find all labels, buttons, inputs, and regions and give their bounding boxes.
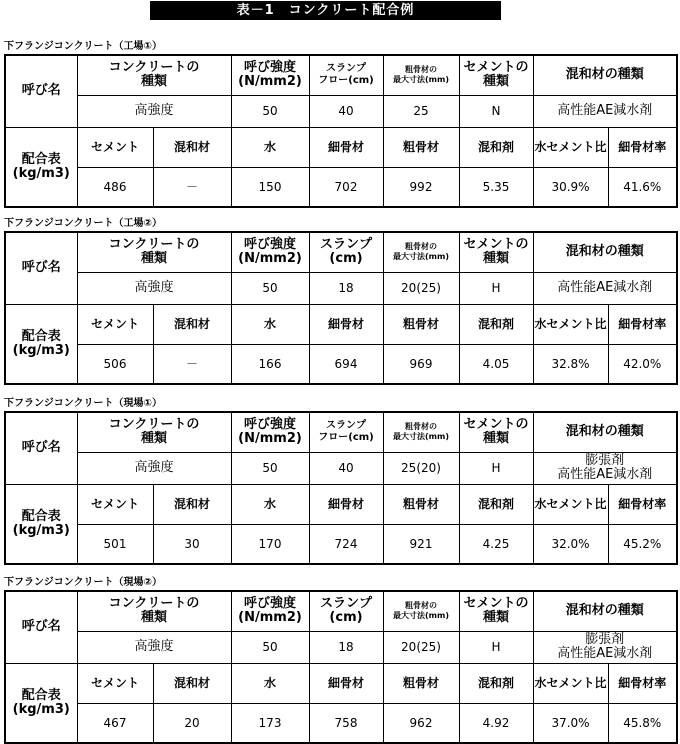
agg-max-value: 25(20) xyxy=(383,452,459,484)
slump-header: スランプ (cm) xyxy=(309,232,383,272)
mix-value-admix-material: － xyxy=(153,167,231,207)
name-label: 呼び名 xyxy=(5,591,77,663)
mix-header-wc-ratio: 水セメント比 xyxy=(533,304,608,344)
mix-header-admix-material: 混和材 xyxy=(153,484,231,524)
table-caption: 下フランジコンクリート（現場①） xyxy=(4,398,163,409)
document-title: 表－1 コンクリート配合例 xyxy=(150,1,501,20)
strength-value: 50 xyxy=(231,452,309,484)
admixture-type-header: 混和材の種類 xyxy=(533,55,677,95)
cement-type-header: セメントの 種類 xyxy=(459,55,533,95)
concrete-type-value: 高強度 xyxy=(77,95,231,127)
mix-value-admix-agent: 4.05 xyxy=(459,344,533,384)
mix-value-admix-agent: 4.25 xyxy=(459,524,533,564)
mix-header-water: 水 xyxy=(231,127,309,167)
agg-max-header: 粗骨材の 最大寸法(mm) xyxy=(383,55,459,95)
slump-value: 18 xyxy=(309,272,383,304)
mix-header-admix-agent: 混和剤 xyxy=(459,304,533,344)
mix-section-2 xyxy=(4,217,676,385)
mix-value-wc-ratio: 32.8% xyxy=(533,344,608,384)
agg-max-value: 20(25) xyxy=(383,272,459,304)
mix-header-sand-ratio: 細骨材率 xyxy=(608,127,677,167)
agg-max-value: 20(25) xyxy=(383,631,459,663)
mix-table-label: 配合表 (kg/m3) xyxy=(5,484,77,564)
name-label: 呼び名 xyxy=(5,232,77,304)
mix-value-cement: 506 xyxy=(77,344,153,384)
cement-type-header: セメントの 種類 xyxy=(459,591,533,631)
strength-header: 呼び強度 (N/mm2) xyxy=(231,591,309,631)
mix-header-coarse-agg: 粗骨材 xyxy=(383,304,459,344)
mix-header-cement: セメント xyxy=(77,663,153,703)
mix-table xyxy=(4,590,678,744)
agg-max-header: 粗骨材の 最大寸法(mm) xyxy=(383,412,459,452)
admixture-value: 高性能AE減水剤 xyxy=(533,272,677,304)
mix-value-water: 170 xyxy=(231,524,309,564)
mix-header-sand-ratio: 細骨材率 xyxy=(608,663,677,703)
agg-max-header: 粗骨材の 最大寸法(mm) xyxy=(383,232,459,272)
agg-max-value: 25 xyxy=(383,95,459,127)
mix-value-wc-ratio: 32.0% xyxy=(533,524,608,564)
mix-value-fine-agg: 702 xyxy=(309,167,383,207)
mix-value-admix-material: 30 xyxy=(153,524,231,564)
concrete-type-header: コンクリートの 種類 xyxy=(77,412,231,452)
slump-header: スランプ フロー(cm) xyxy=(309,55,383,95)
strength-value: 50 xyxy=(231,95,309,127)
slump-header: スランプ (cm) xyxy=(309,591,383,631)
mix-header-admix-material: 混和材 xyxy=(153,663,231,703)
mix-header-sand-ratio: 細骨材率 xyxy=(608,304,677,344)
strength-header: 呼び強度 (N/mm2) xyxy=(231,55,309,95)
concrete-type-header: コンクリートの 種類 xyxy=(77,591,231,631)
mix-value-cement: 486 xyxy=(77,167,153,207)
mix-table xyxy=(4,54,678,208)
mix-value-fine-agg: 758 xyxy=(309,703,383,743)
mix-header-cement: セメント xyxy=(77,484,153,524)
mix-header-sand-ratio: 細骨材率 xyxy=(608,484,677,524)
mix-header-wc-ratio: 水セメント比 xyxy=(533,663,608,703)
admixture-value: 膨張剤 高性能AE減水剤 xyxy=(533,452,677,484)
mix-header-admix-material: 混和材 xyxy=(153,127,231,167)
slump-value: 18 xyxy=(309,631,383,663)
mix-header-fine-agg: 細骨材 xyxy=(309,484,383,524)
mix-value-coarse-agg: 921 xyxy=(383,524,459,564)
mix-value-cement: 501 xyxy=(77,524,153,564)
admixture-type-header: 混和材の種類 xyxy=(533,232,677,272)
mix-value-sand-ratio: 41.6% xyxy=(608,167,677,207)
mix-value-fine-agg: 724 xyxy=(309,524,383,564)
mix-value-coarse-agg: 962 xyxy=(383,703,459,743)
mix-header-admix-agent: 混和剤 xyxy=(459,127,533,167)
concrete-type-header: コンクリートの 種類 xyxy=(77,232,231,272)
mix-section-3 xyxy=(4,397,676,565)
admixture-type-header: 混和材の種類 xyxy=(533,591,677,631)
name-label: 呼び名 xyxy=(5,55,77,127)
mix-value-fine-agg: 694 xyxy=(309,344,383,384)
mix-table xyxy=(4,411,678,565)
mix-value-admix-agent: 4.92 xyxy=(459,703,533,743)
table-caption: 下フランジコンクリート（工場②） xyxy=(4,218,163,229)
mix-header-coarse-agg: 粗骨材 xyxy=(383,484,459,524)
mix-header-admix-agent: 混和剤 xyxy=(459,484,533,524)
admixture-value: 高性能AE減水剤 xyxy=(533,95,677,127)
concrete-type-value: 高強度 xyxy=(77,272,231,304)
mix-value-wc-ratio: 37.0% xyxy=(533,703,608,743)
slump-value: 40 xyxy=(309,95,383,127)
table-caption: 下フランジコンクリート（工場①） xyxy=(4,41,163,52)
mix-section-1 xyxy=(4,40,676,208)
concrete-type-header: コンクリートの 種類 xyxy=(77,55,231,95)
strength-header: 呼び強度 (N/mm2) xyxy=(231,412,309,452)
table-caption: 下フランジコンクリート（現場②） xyxy=(4,577,163,588)
mix-value-cement: 467 xyxy=(77,703,153,743)
mix-value-water: 150 xyxy=(231,167,309,207)
mix-value-wc-ratio: 30.9% xyxy=(533,167,608,207)
mix-value-admix-material: － xyxy=(153,344,231,384)
mix-header-fine-agg: 細骨材 xyxy=(309,304,383,344)
mix-value-coarse-agg: 992 xyxy=(383,167,459,207)
mix-header-admix-material: 混和材 xyxy=(153,304,231,344)
mix-table-label: 配合表 (kg/m3) xyxy=(5,127,77,207)
mix-header-cement: セメント xyxy=(77,304,153,344)
admixture-value: 膨張剤 高性能AE減水剤 xyxy=(533,631,677,663)
admixture-type-header: 混和材の種類 xyxy=(533,412,677,452)
agg-max-header: 粗骨材の 最大寸法(mm) xyxy=(383,591,459,631)
mix-value-sand-ratio: 42.0% xyxy=(608,344,677,384)
mix-value-sand-ratio: 45.8% xyxy=(608,703,677,743)
mix-header-water: 水 xyxy=(231,484,309,524)
mix-value-sand-ratio: 45.2% xyxy=(608,524,677,564)
cement-type-header: セメントの 種類 xyxy=(459,232,533,272)
mix-header-fine-agg: 細骨材 xyxy=(309,127,383,167)
slump-value: 40 xyxy=(309,452,383,484)
strength-header: 呼び強度 (N/mm2) xyxy=(231,232,309,272)
slump-header: スランプ フロー(cm) xyxy=(309,412,383,452)
mix-header-coarse-agg: 粗骨材 xyxy=(383,127,459,167)
mix-value-water: 166 xyxy=(231,344,309,384)
name-label: 呼び名 xyxy=(5,412,77,484)
strength-value: 50 xyxy=(231,631,309,663)
mix-table-label: 配合表 (kg/m3) xyxy=(5,663,77,743)
concrete-type-value: 高強度 xyxy=(77,452,231,484)
concrete-type-value: 高強度 xyxy=(77,631,231,663)
cement-type-header: セメントの 種類 xyxy=(459,412,533,452)
mix-header-water: 水 xyxy=(231,304,309,344)
mix-value-admix-agent: 5.35 xyxy=(459,167,533,207)
mix-header-wc-ratio: 水セメント比 xyxy=(533,484,608,524)
cement-type-value: H xyxy=(459,452,533,484)
cement-type-value: N xyxy=(459,95,533,127)
mix-section-4 xyxy=(4,576,676,744)
mix-value-coarse-agg: 969 xyxy=(383,344,459,384)
strength-value: 50 xyxy=(231,272,309,304)
mix-header-wc-ratio: 水セメント比 xyxy=(533,127,608,167)
cement-type-value: H xyxy=(459,272,533,304)
mix-header-admix-agent: 混和剤 xyxy=(459,663,533,703)
mix-table-label: 配合表 (kg/m3) xyxy=(5,304,77,384)
cement-type-value: H xyxy=(459,631,533,663)
mix-header-cement: セメント xyxy=(77,127,153,167)
mix-header-water: 水 xyxy=(231,663,309,703)
mix-value-admix-material: 20 xyxy=(153,703,231,743)
mix-value-water: 173 xyxy=(231,703,309,743)
mix-header-coarse-agg: 粗骨材 xyxy=(383,663,459,703)
mix-table xyxy=(4,231,678,385)
mix-header-fine-agg: 細骨材 xyxy=(309,663,383,703)
